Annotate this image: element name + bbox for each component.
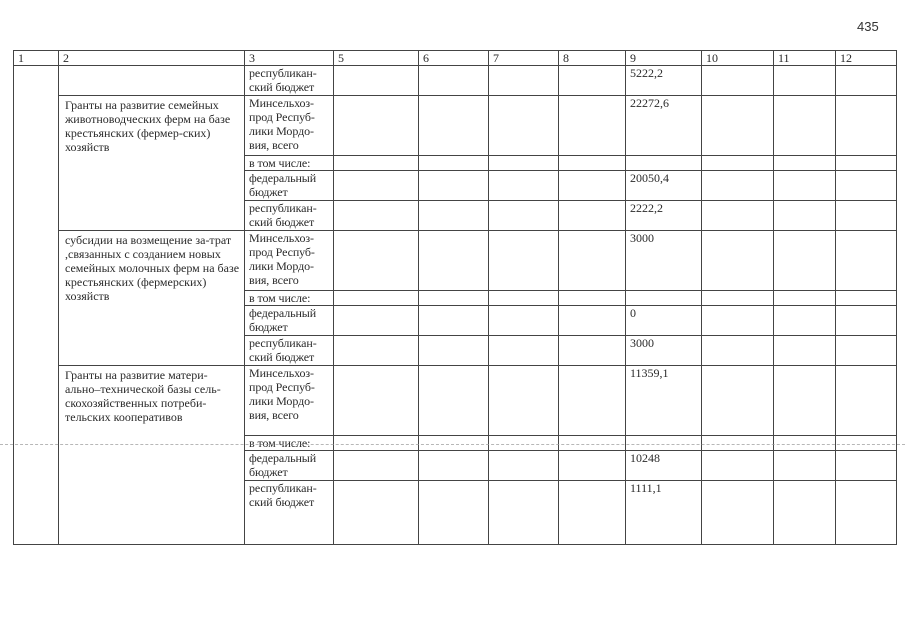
empty-cell — [559, 156, 626, 171]
empty-cell — [419, 96, 489, 156]
column-header: 5 — [334, 51, 419, 66]
empty-cell — [702, 366, 774, 436]
value-cell: 1111,1 — [626, 481, 702, 545]
column-header: 1 — [14, 51, 59, 66]
empty-cell — [559, 451, 626, 481]
empty-cell — [774, 436, 836, 451]
empty-cell — [334, 231, 419, 291]
empty-cell — [774, 171, 836, 201]
empty-cell — [419, 366, 489, 436]
funding-source: в том числе: — [245, 436, 334, 451]
empty-cell — [559, 171, 626, 201]
empty-cell — [836, 171, 897, 201]
empty-cell — [419, 451, 489, 481]
empty-cell — [489, 451, 559, 481]
column-header: 3 — [245, 51, 334, 66]
empty-cell — [334, 366, 419, 436]
empty-cell — [836, 481, 897, 545]
empty-cell — [774, 336, 836, 366]
empty-cell — [334, 451, 419, 481]
empty-cell — [702, 171, 774, 201]
empty-cell — [489, 231, 559, 291]
value-cell: 11359,1 — [626, 366, 702, 436]
table-row — [14, 96, 897, 156]
empty-cell — [774, 306, 836, 336]
empty-cell — [774, 96, 836, 156]
value-cell: 22272,6 — [626, 96, 702, 156]
empty-cell — [774, 291, 836, 306]
empty-cell — [836, 336, 897, 366]
empty-cell — [836, 436, 897, 451]
empty-cell — [334, 201, 419, 231]
table-row — [14, 231, 897, 291]
funding-source: в том числе: — [245, 156, 334, 171]
funding-source: республикан- ский бюджет — [245, 201, 334, 231]
empty-cell — [836, 451, 897, 481]
empty-cell — [702, 96, 774, 156]
value-cell — [626, 436, 702, 451]
empty-cell — [419, 201, 489, 231]
program-description: субсидии на возмещение за-трат ,связанных с созданием новых семейных молочных ферм на базе крестьянских (фермерских) хозяйств — [59, 231, 245, 366]
empty-cell — [419, 436, 489, 451]
empty-cell — [774, 366, 836, 436]
column-header: 2 — [59, 51, 245, 66]
empty-cell — [702, 481, 774, 545]
empty-cell — [702, 66, 774, 96]
program-description: Гранты на развитие семейных животноводческих ферм на базе крестьянских (фермер-ских) хозяйств — [59, 96, 245, 231]
empty-cell — [836, 306, 897, 336]
empty-cell — [774, 156, 836, 171]
value-cell: 3000 — [626, 336, 702, 366]
funding-source: Минсельхоз- прод Респуб- лики Мордо- вия, всего — [245, 96, 334, 156]
desc-cell — [59, 66, 245, 96]
empty-cell — [489, 156, 559, 171]
column-header: 10 — [702, 51, 774, 66]
empty-cell — [559, 201, 626, 231]
empty-cell — [774, 66, 836, 96]
empty-cell — [836, 96, 897, 156]
column-header: 9 — [626, 51, 702, 66]
table-row — [14, 366, 897, 436]
empty-cell — [489, 336, 559, 366]
empty-cell — [419, 306, 489, 336]
funding-source: Минсельхоз- прод Респуб- лики Мордо- вия, всего — [245, 366, 334, 436]
empty-cell — [419, 481, 489, 545]
column-header: 8 — [559, 51, 626, 66]
funding-source: федеральный бюджет — [245, 451, 334, 481]
empty-cell — [774, 451, 836, 481]
funding-source: федеральный бюджет — [245, 171, 334, 201]
scan-artifact-line — [0, 444, 905, 445]
col1-cell — [14, 66, 59, 545]
empty-cell — [702, 291, 774, 306]
funding-source: в том числе: — [245, 291, 334, 306]
empty-cell — [702, 231, 774, 291]
funding-source: республикан- ский бюджет — [245, 336, 334, 366]
empty-cell — [489, 96, 559, 156]
empty-cell — [489, 171, 559, 201]
empty-cell — [334, 66, 419, 96]
empty-cell — [489, 306, 559, 336]
empty-cell — [836, 201, 897, 231]
empty-cell — [702, 336, 774, 366]
empty-cell — [489, 66, 559, 96]
empty-cell — [702, 306, 774, 336]
empty-cell — [559, 96, 626, 156]
empty-cell — [334, 156, 419, 171]
column-header: 12 — [836, 51, 897, 66]
empty-cell — [559, 366, 626, 436]
empty-cell — [774, 231, 836, 291]
empty-cell — [334, 96, 419, 156]
budget-table — [13, 50, 897, 545]
empty-cell — [334, 291, 419, 306]
value-cell: 3000 — [626, 231, 702, 291]
empty-cell — [559, 436, 626, 451]
column-header: 7 — [489, 51, 559, 66]
empty-cell — [836, 366, 897, 436]
empty-cell — [836, 291, 897, 306]
empty-cell — [702, 436, 774, 451]
empty-cell — [489, 366, 559, 436]
value-cell: 5222,2 — [626, 66, 702, 96]
empty-cell — [419, 291, 489, 306]
empty-cell — [559, 66, 626, 96]
empty-cell — [559, 231, 626, 291]
empty-cell — [836, 66, 897, 96]
empty-cell — [559, 291, 626, 306]
empty-cell — [774, 201, 836, 231]
empty-cell — [489, 291, 559, 306]
empty-cell — [334, 481, 419, 545]
empty-cell — [334, 171, 419, 201]
empty-cell — [489, 481, 559, 545]
empty-cell — [559, 336, 626, 366]
empty-cell — [419, 336, 489, 366]
empty-cell — [334, 306, 419, 336]
empty-cell — [702, 451, 774, 481]
value-cell — [626, 156, 702, 171]
value-cell — [626, 291, 702, 306]
column-header: 11 — [774, 51, 836, 66]
empty-cell — [559, 481, 626, 545]
column-header: 6 — [419, 51, 489, 66]
table-row — [14, 66, 897, 96]
empty-cell — [836, 231, 897, 291]
empty-cell — [419, 171, 489, 201]
empty-cell — [334, 336, 419, 366]
empty-cell — [489, 201, 559, 231]
empty-cell — [702, 156, 774, 171]
empty-cell — [559, 306, 626, 336]
funding-source: Минсельхоз- прод Респуб- лики Мордо- вия, всего — [245, 231, 334, 291]
empty-cell — [334, 436, 419, 451]
funding-source: республикан- ский бюджет — [245, 66, 334, 96]
page-number: 435 — [857, 19, 879, 34]
empty-cell — [489, 436, 559, 451]
empty-cell — [419, 156, 489, 171]
empty-cell — [702, 201, 774, 231]
funding-source: федеральный бюджет — [245, 306, 334, 336]
value-cell: 10248 — [626, 451, 702, 481]
empty-cell — [419, 66, 489, 96]
value-cell: 0 — [626, 306, 702, 336]
value-cell: 2222,2 — [626, 201, 702, 231]
empty-cell — [419, 231, 489, 291]
empty-cell — [774, 481, 836, 545]
value-cell: 20050,4 — [626, 171, 702, 201]
program-description: Гранты на развитие матери-ально–технической базы сель-скохозяйственных потреби-тельских кооперативов — [59, 366, 245, 545]
empty-cell — [836, 156, 897, 171]
header-row — [14, 51, 897, 66]
funding-source: республикан- ский бюджет — [245, 481, 334, 545]
